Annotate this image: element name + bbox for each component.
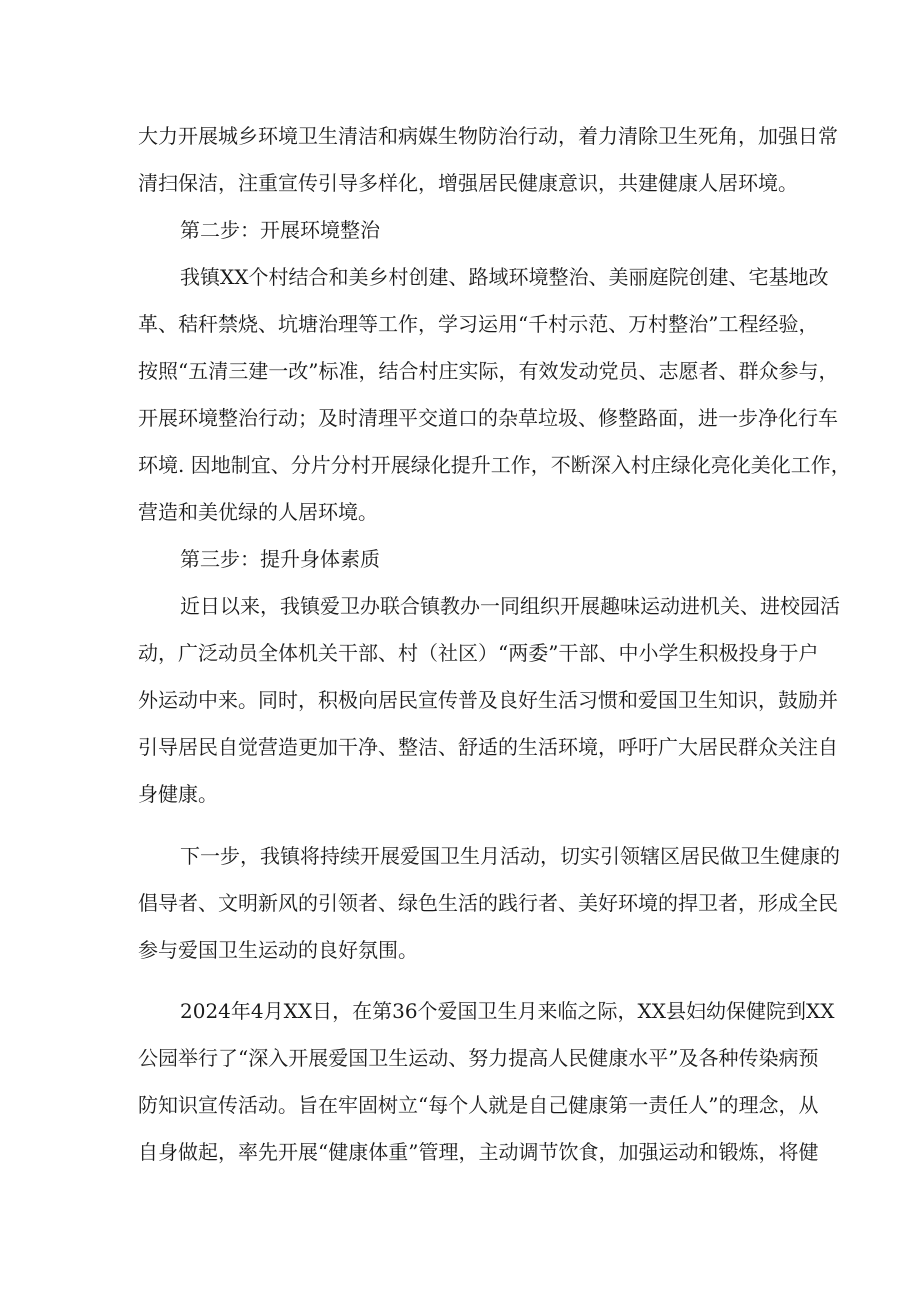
paragraph-line: 2024年4月XX日，在第36个爱国卫生月来临之际，XX县妇幼保健院到XX [180,999,835,1023]
paragraph-line: 倡导者、文明新风的引领者、绿色生活的践行者、美好环境的捍卫者，形成全民 [138,891,838,915]
paragraph-line: 动，广泛动员全体机关干部、村（社区）“两委”干部、中小学生积极投身于户 [138,641,819,665]
paragraph-line: 革、秸秆禁烧、坑塘治理等工作，学习运用“千村示范、万村整治”工程经验， [138,312,819,336]
paragraph-line: 营造和美优绿的人居环境。 [138,500,378,524]
section-heading: 第二步：开展环境整治 [180,218,380,242]
section-heading: 第三步：提升身体素质 [180,547,380,571]
paragraph-line: 公园举行了“深入开展爱国卫生运动、努力提高人民健康水平”及各种传染病预 [138,1046,819,1070]
paragraph-line: 大力开展城乡环境卫生清洁和病媒生物防治行动，着力清除卫生死角，加强日常 [138,124,838,148]
paragraph-line: 清扫保洁，注重宣传引导多样化，增强居民健康意识，共建健康人居环境。 [138,171,798,195]
paragraph-line: 环境. 因地制宜、分片分村开展绿化提升工作，不断深入村庄绿化亮化美化工作， [138,453,851,477]
paragraph-line: 近日以来，我镇爱卫办联合镇教办一同组织开展趣味运动进机关、进校园活 [180,594,840,618]
paragraph-line: 外运动中来。同时，积极向居民宣传普及良好生活习惯和爱国卫生知识，鼓励并 [138,688,838,712]
paragraph-line: 我镇XX个村结合和美乡村创建、路域环境整治、美丽庭院创建、宅基地改 [180,265,829,289]
paragraph-line: 下一步，我镇将持续开展爱国卫生月活动，切实引领辖区居民做卫生健康的 [180,844,840,868]
paragraph-line: 开展环境整治行动；及时清理平交道口的杂草垃圾、修整路面，进一步净化行车 [138,406,838,430]
paragraph-line: 引导居民自觉营造更加干净、整洁、舒适的生活环境，呼吁广大居民群众关注自 [138,735,838,759]
paragraph-line: 按照“五清三建一改”标准，结合村庄实际，有效发动党员、志愿者、群众参与， [138,359,839,383]
paragraph-line: 身健康。 [138,782,218,806]
paragraph-line: 自身做起，率先开展“健康体重”管理，主动调节饮食，加强运动和锻炼，将健 [138,1140,819,1164]
paragraph-line: 防知识宣传活动。旨在牢固树立“每个人就是自己健康第一责任人”的理念，从 [138,1093,819,1117]
paragraph-line: 参与爱国卫生运动的良好氛围。 [138,938,418,962]
